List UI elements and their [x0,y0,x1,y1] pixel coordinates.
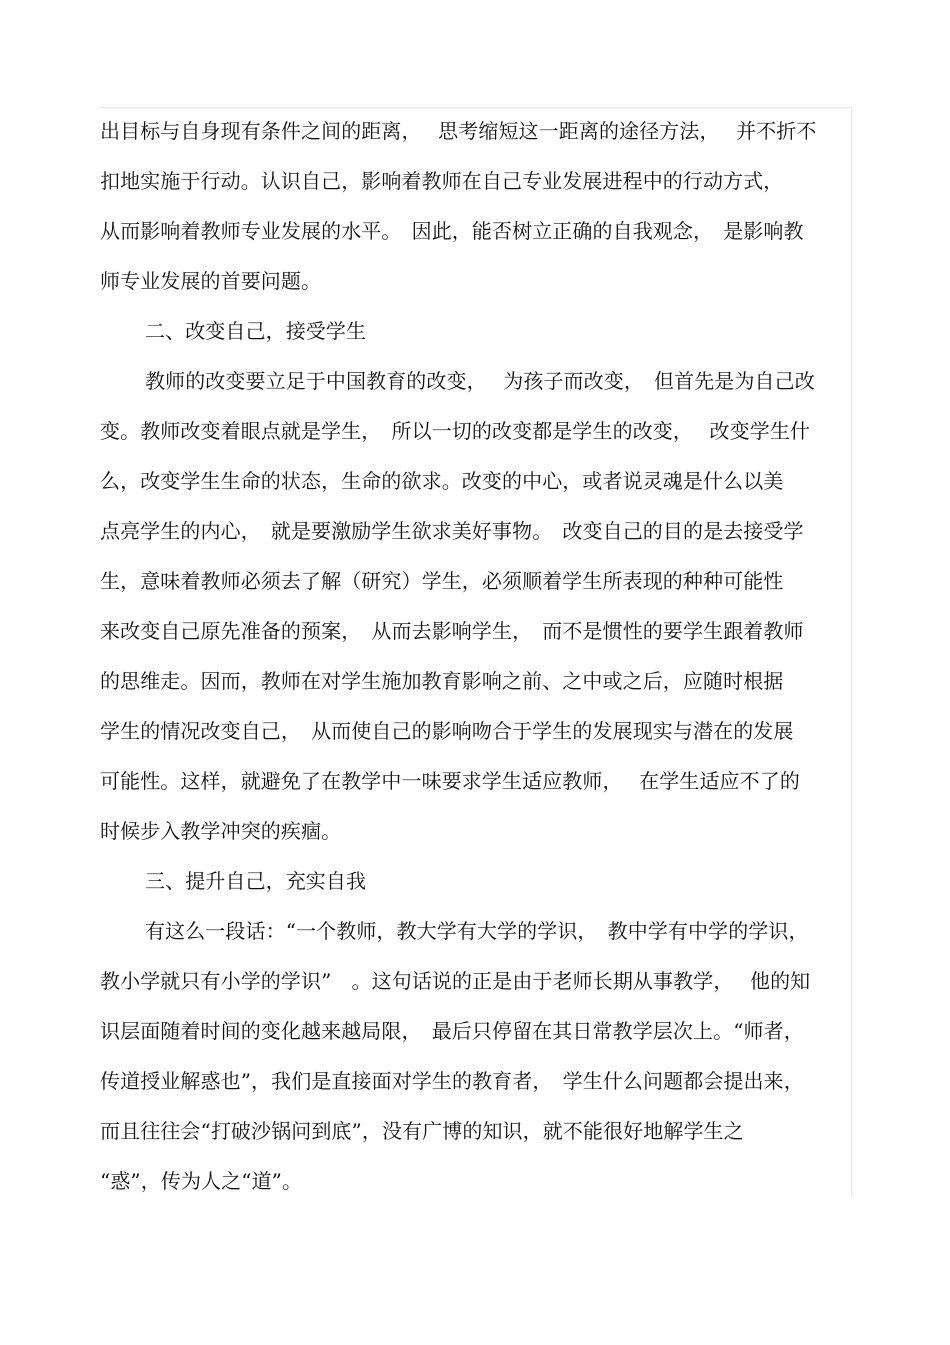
text-line: 从而影响着教师专业发展的水平。 因此，能否树立正确的自我观念， 是影响教 [100,219,804,243]
text-line: 教师的改变要立足于中国教育的改变， 为孩子而改变， 但首先是为自己改 [145,369,815,393]
text-line: 的思维走。因而，教师在对学生施加教育影响之前、之中或之后，应随时根据 [100,669,784,693]
text-line: 而且往往会“打破沙锅问到底”，没有广博的知识，就不能很好地解学生之 [100,1119,744,1143]
text-line: 变。教师改变着眼点就是学生， 所以一切的改变都是学生的改变， 改变学生什 [100,419,811,443]
text-line: 可能性。这样，就避免了在教学中一味要求学生适应教师， 在学生适应不了的 [100,769,800,793]
text-line: 学生的情况改变自己， 从而使自己的影响吻合于学生的发展现实与潜在的发展 [100,719,794,743]
text-line: 点亮学生的内心， 就是要激励学生欲求美好事物。 改变自己的目的是去接受学 [100,519,804,543]
section-heading: 三、提升自己，充实自我 [145,869,367,893]
text-line: “惑”，传为人之“道”。 [100,1169,303,1193]
text-line: 生，意味着教师必须去了解（研究）学生，必须顺着学生所表现的种种可能性 [100,569,784,593]
document-body [100,106,860,1206]
text-line: 有这么一段话：“一个教师，教大学有大学的学识， 教中学有中学的学识， [145,919,809,943]
text-line: 扣地实施于行动。认识自己，影响着教师在自己专业发展进程中的行动方式， [100,169,784,193]
text-line: 么，改变学生生命的状态，生命的欲求。改变的中心，或者说灵魂是什么以美 [100,469,784,493]
text-line: 出目标与自身现有条件之间的距离， 思考缩短这一距离的途径方法， 并不折不 [100,119,817,143]
text-line: 来改变自己原先准备的预案， 从而去影响学生， 而不是惯性的要学生跟着教师 [100,619,804,643]
text-line: 师专业发展的首要问题。 [100,269,322,293]
section-heading: 二、改变自己，接受学生 [145,319,367,343]
text-line: 教小学就只有小学的学识” 。这句话说的正是由于老师长期从事教学， 他的知 [100,969,811,993]
text-line: 识层面随着时间的变化越来越局限， 最后只停留在其日常教学层次上。“师者， [100,1019,804,1043]
text-line: 传道授业解惑也”，我们是直接面对学生的教育者， 学生什么问题都会提出来， [100,1069,804,1093]
text-line: 时候步入教学冲突的疾痼。 [100,819,342,843]
